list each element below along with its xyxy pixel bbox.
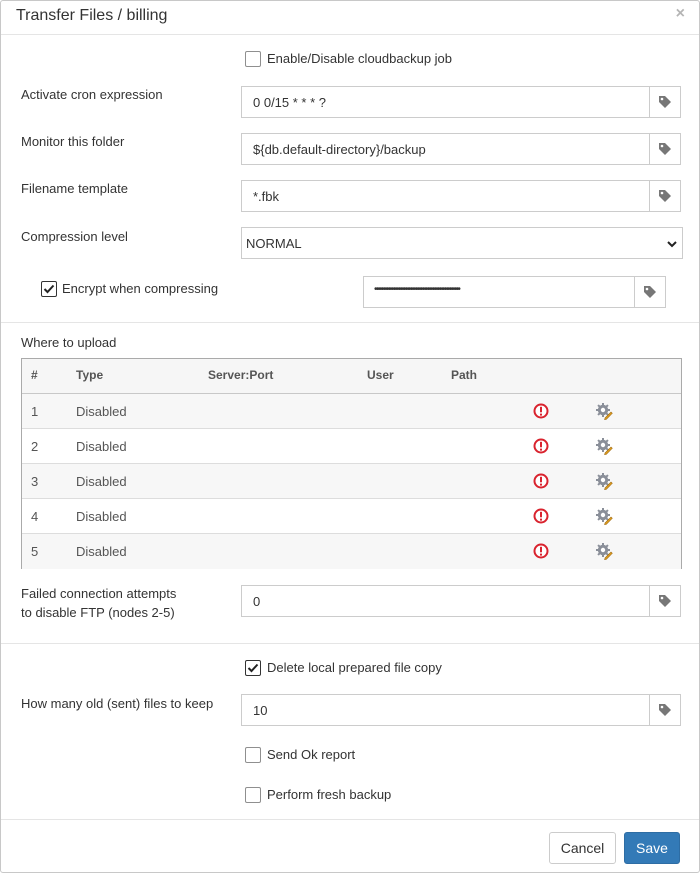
filename-input[interactable] bbox=[241, 180, 681, 212]
compression-label: Compression level bbox=[21, 229, 128, 244]
table-row bbox=[22, 499, 681, 534]
delete-local-label: Delete local prepared file copy bbox=[267, 660, 442, 675]
password-mask: •••••••••••••••••••••••••••••••••••••••••••••••••• bbox=[374, 284, 460, 295]
upload-table bbox=[21, 358, 682, 569]
gear-edit-icon[interactable] bbox=[595, 402, 613, 420]
gear-edit-icon[interactable] bbox=[595, 472, 613, 490]
cron-label: Activate cron expression bbox=[21, 87, 163, 102]
error-circle-icon bbox=[533, 473, 549, 489]
folder-input[interactable] bbox=[241, 133, 681, 165]
upload-section-label: Where to upload bbox=[21, 335, 117, 350]
cancel-button[interactable]: Cancel bbox=[549, 832, 616, 864]
folder-tag-button[interactable] bbox=[649, 134, 680, 164]
encrypt-password-input[interactable] bbox=[363, 276, 666, 308]
filename-tag-button[interactable] bbox=[649, 181, 680, 211]
dialog-header bbox=[1, 1, 699, 35]
col-server-port: Server:Port bbox=[208, 368, 274, 382]
chevron-down-icon bbox=[666, 238, 678, 250]
filename-label: Filename template bbox=[21, 181, 128, 196]
send-ok-label: Send Ok report bbox=[267, 747, 356, 762]
row-type: Disabled bbox=[76, 474, 127, 489]
col-type: Type bbox=[76, 368, 104, 382]
row-num: 2 bbox=[31, 439, 39, 454]
tag-icon bbox=[658, 594, 672, 608]
gear-edit-icon[interactable] bbox=[595, 437, 613, 455]
fresh-backup-label: Perform fresh backup bbox=[267, 787, 392, 802]
keep-files-tag-button[interactable] bbox=[649, 695, 680, 725]
error-circle-icon bbox=[533, 403, 549, 419]
tag-icon bbox=[658, 703, 672, 717]
col-user: User bbox=[367, 368, 394, 382]
send-ok-checkbox[interactable] bbox=[245, 747, 261, 763]
keep-files-input[interactable] bbox=[241, 694, 681, 726]
check-icon bbox=[247, 662, 259, 674]
save-button[interactable]: Save bbox=[624, 832, 680, 864]
tag-icon bbox=[643, 285, 657, 299]
divider bbox=[1, 643, 699, 644]
close-icon[interactable]: × bbox=[675, 5, 685, 22]
error-circle-icon bbox=[533, 508, 549, 524]
encrypt-checkbox[interactable] bbox=[41, 281, 57, 297]
row-num: 5 bbox=[31, 544, 39, 559]
compression-select[interactable] bbox=[241, 227, 683, 259]
error-circle-icon bbox=[533, 438, 549, 454]
check-icon bbox=[43, 283, 55, 295]
failed-attempts-label-line1: Failed connection attempts bbox=[21, 586, 177, 601]
cron-input[interactable] bbox=[241, 86, 681, 118]
compression-value: NORMAL bbox=[246, 236, 302, 251]
cron-tag-button[interactable] bbox=[649, 87, 680, 117]
encrypt-label: Encrypt when compressing bbox=[62, 281, 219, 296]
row-type: Disabled bbox=[76, 544, 127, 559]
divider bbox=[1, 322, 699, 323]
keep-files-value: 10 bbox=[253, 703, 268, 718]
row-type: Disabled bbox=[76, 509, 127, 524]
failed-attempts-value: 0 bbox=[253, 594, 261, 609]
row-num: 4 bbox=[31, 509, 39, 524]
folder-value: ${db.default-directory}/backup bbox=[253, 142, 426, 157]
failed-attempts-input[interactable] bbox=[241, 585, 681, 617]
table-row bbox=[22, 429, 681, 464]
folder-label: Monitor this folder bbox=[21, 134, 125, 149]
tag-icon bbox=[658, 189, 672, 203]
footer-divider bbox=[1, 819, 699, 820]
enable-job-label: Enable/Disable cloudbackup job bbox=[267, 51, 453, 66]
failed-attempts-tag-button[interactable] bbox=[649, 586, 680, 616]
cron-value: 0 0/15 * * * ? bbox=[253, 95, 326, 110]
table-header bbox=[22, 359, 681, 394]
row-num: 3 bbox=[31, 474, 39, 489]
table-row bbox=[22, 394, 681, 429]
filename-value: *.fbk bbox=[253, 189, 280, 204]
table-row bbox=[22, 534, 681, 569]
table-row bbox=[22, 464, 681, 499]
delete-local-checkbox[interactable] bbox=[245, 660, 261, 676]
error-circle-icon bbox=[533, 543, 549, 559]
dialog-title: Transfer Files / billing bbox=[16, 7, 168, 24]
enable-job-checkbox[interactable] bbox=[245, 51, 261, 67]
tag-icon bbox=[658, 142, 672, 156]
col-path: Path bbox=[451, 368, 478, 382]
row-num: 1 bbox=[31, 404, 39, 419]
failed-attempts-label-line2: to disable FTP (nodes 2-5) bbox=[21, 605, 175, 620]
gear-edit-icon[interactable] bbox=[595, 542, 613, 560]
col-num: # bbox=[31, 368, 38, 382]
row-type: Disabled bbox=[76, 404, 127, 419]
fresh-backup-checkbox[interactable] bbox=[245, 787, 261, 803]
tag-icon bbox=[658, 95, 672, 109]
keep-files-label: How many old (sent) files to keep bbox=[21, 696, 214, 711]
password-tag-button[interactable] bbox=[634, 277, 665, 307]
row-type: Disabled bbox=[76, 439, 127, 454]
gear-edit-icon[interactable] bbox=[595, 507, 613, 525]
